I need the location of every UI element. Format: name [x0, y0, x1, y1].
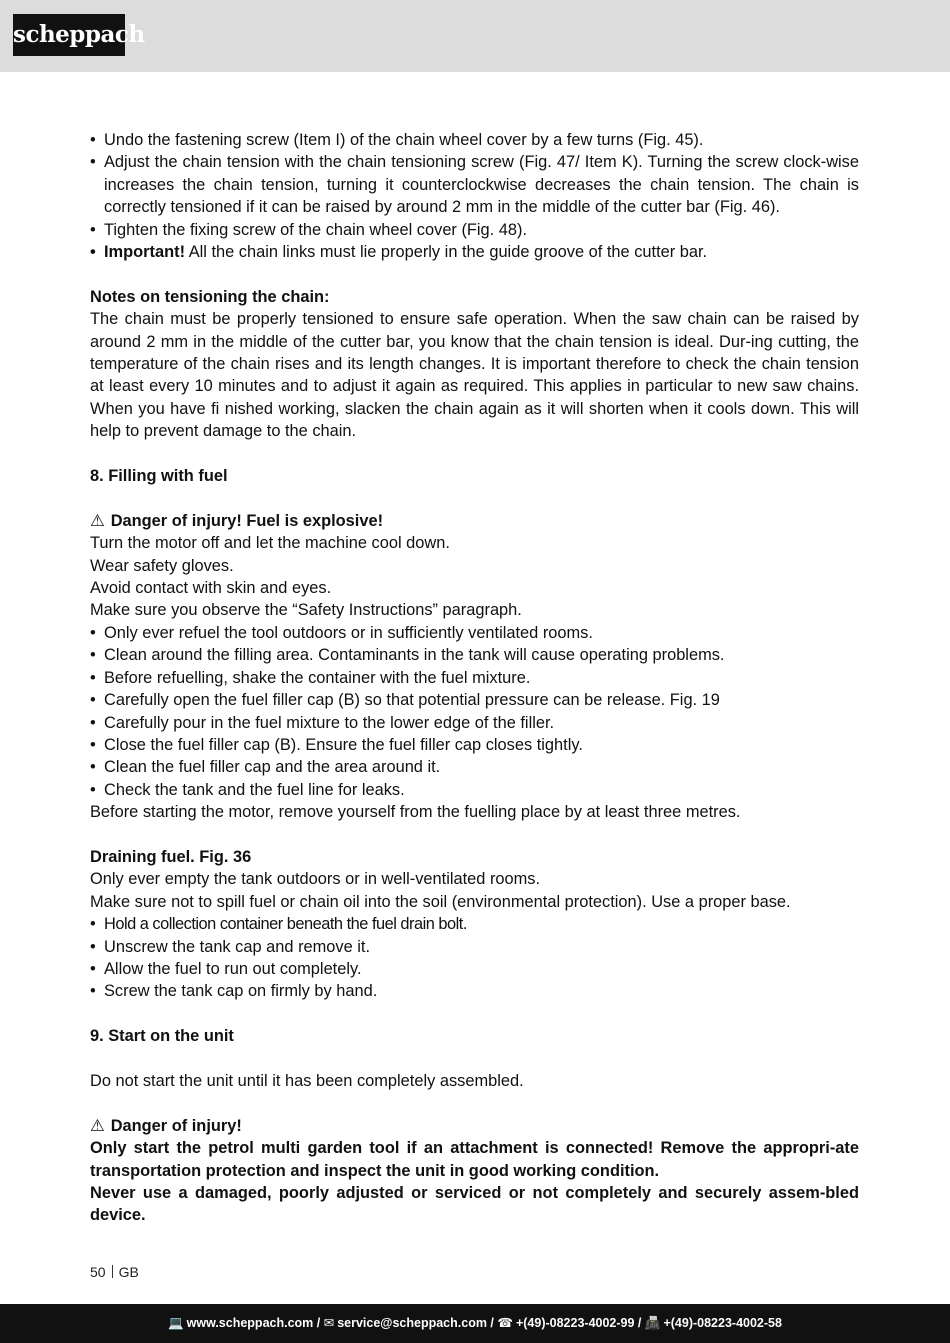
page-content	[90, 129, 859, 1227]
list-item: • Check the tank and the fuel line for leaks.	[90, 779, 859, 801]
page-number-value: 50	[90, 1264, 106, 1280]
list-item: • Only ever refuel the tool outdoors or in sufficiently ventilated rooms.	[90, 622, 859, 644]
phone-icon: ☎	[497, 1316, 513, 1330]
list-item: • Allow the fuel to run out completely.	[90, 958, 859, 980]
page-header	[0, 0, 950, 72]
list-item: • Carefully pour in the fuel mixture to the lower edge of the filler.	[90, 712, 859, 734]
fax-icon: 📠	[644, 1316, 661, 1330]
draining-heading: Draining fuel. Fig. 36	[90, 847, 252, 866]
important-label: Important!	[104, 243, 186, 262]
list-item: • Adjust the chain tension with the chain tensioning screw (Fig. 47/ Item K). Turning the screw clock-wise increases the chain tension, turning it counterclockwise decreases the chain tension. The chain is correctly tensioned if it can be raised by around 2 mm in the middle of the cutter bar (Fig. 46).	[90, 151, 859, 218]
list-item: • Carefully open the fuel filler cap (B) so that potential pressure can be release. Fig. 19	[90, 689, 859, 711]
text-line: Avoid contact with skin and eyes.	[90, 579, 332, 598]
footer-separator: /	[486, 1316, 498, 1330]
important-text: All the chain links must lie properly in the guide groove of the cutter bar.	[185, 243, 708, 262]
footer-phone: +(49)-08223-4002-99	[515, 1316, 635, 1330]
text-line: Make sure you observe the “Safety Instructions” paragraph.	[90, 601, 522, 620]
notes-heading: Notes on tensioning the chain:	[90, 287, 330, 306]
list-item: • Screw the tank cap on firmly by hand.	[90, 980, 859, 1002]
notes-body: The chain must be properly tensioned to ensure safe operation. When the saw chain can be raised by around 2 mm in the middle of the cutter bar, you know that the chain tension is ideal. Dur-ing cutting, the temperature of the chain rises and its length changes. It is important therefore to check the chain tension at least every 10 minutes and to adjust it again as required. This applies in particular to new saw chains. When you have fi nished working, slacken the chain again as it will shorten when it cools down. This will help to prevent damage to the chain.	[90, 310, 859, 441]
injury-warning	[90, 1115, 859, 1137]
text-line: Only ever empty the tank outdoors or in well-ventilated rooms.	[90, 870, 541, 889]
fuel-warning	[90, 510, 859, 532]
important-note	[90, 241, 859, 263]
text-line: Turn the motor off and let the machine cool down.	[90, 534, 450, 553]
page-footer	[0, 1304, 950, 1343]
footer-fax: +(49)-08223-4002-58	[663, 1316, 782, 1330]
text-line: Wear safety gloves.	[90, 556, 234, 575]
computer-icon: 💻	[168, 1316, 184, 1330]
list-item: • Close the fuel filler cap (B). Ensure the fuel filler cap closes tightly.	[90, 734, 859, 756]
text-line: Do not start the unit until it has been completely assembled.	[90, 1071, 524, 1090]
list-item: • Tighten the fixing screw of the chain wheel cover (Fig. 48).	[90, 219, 859, 241]
warning-paragraph: Only start the petrol multi garden tool if an attachment is connected! Remove the appropri-ate transportation protection and inspect the unit in good working condition.	[90, 1139, 859, 1180]
injury-warning-text: Danger of injury!	[110, 1116, 242, 1135]
footer-email-link[interactable]: service@scheppach.com	[337, 1316, 487, 1330]
footer-website-link[interactable]: www.scheppach.com	[186, 1316, 314, 1330]
footer-separator: /	[634, 1316, 645, 1330]
section-9-heading: 9. Start on the unit	[90, 1027, 234, 1046]
warning-paragraph: Never use a damaged, poorly adjusted or serviced or not completely and securely assem-bled device.	[90, 1183, 859, 1225]
text-line: Make sure not to spill fuel or chain oil into the soil (environmental protection). Use a proper base.	[90, 892, 791, 911]
text-line: Before starting the motor, remove yourself from the fuelling place by at least three metres.	[90, 803, 741, 822]
warning-icon: ⚠	[90, 1116, 105, 1135]
list-item: • Undo the fastening screw (Item I) of the chain wheel cover by a few turns (Fig. 45).	[90, 129, 859, 151]
footer-separator: /	[313, 1316, 324, 1330]
list-item: • Clean the fuel filler cap and the area around it.	[90, 756, 859, 778]
list-item: • Hold a collection container beneath the fuel drain bolt.	[90, 913, 859, 935]
section-8-heading: 8. Filling with fuel	[90, 467, 228, 486]
scheppach-logo: scheppach	[13, 14, 125, 56]
page-language: GB	[118, 1264, 139, 1280]
mail-icon: ✉	[323, 1316, 335, 1330]
fuel-warning-text: Danger of injury! Fuel is explosive!	[110, 511, 384, 530]
page-number	[90, 1264, 139, 1280]
list-item: • Clean around the filling area. Contaminants in the tank will cause operating problems.	[90, 644, 859, 666]
warning-icon: ⚠	[90, 511, 105, 530]
list-item: • Unscrew the tank cap and remove it.	[90, 936, 859, 958]
list-item: • Before refuelling, shake the container with the fuel mixture.	[90, 667, 859, 689]
